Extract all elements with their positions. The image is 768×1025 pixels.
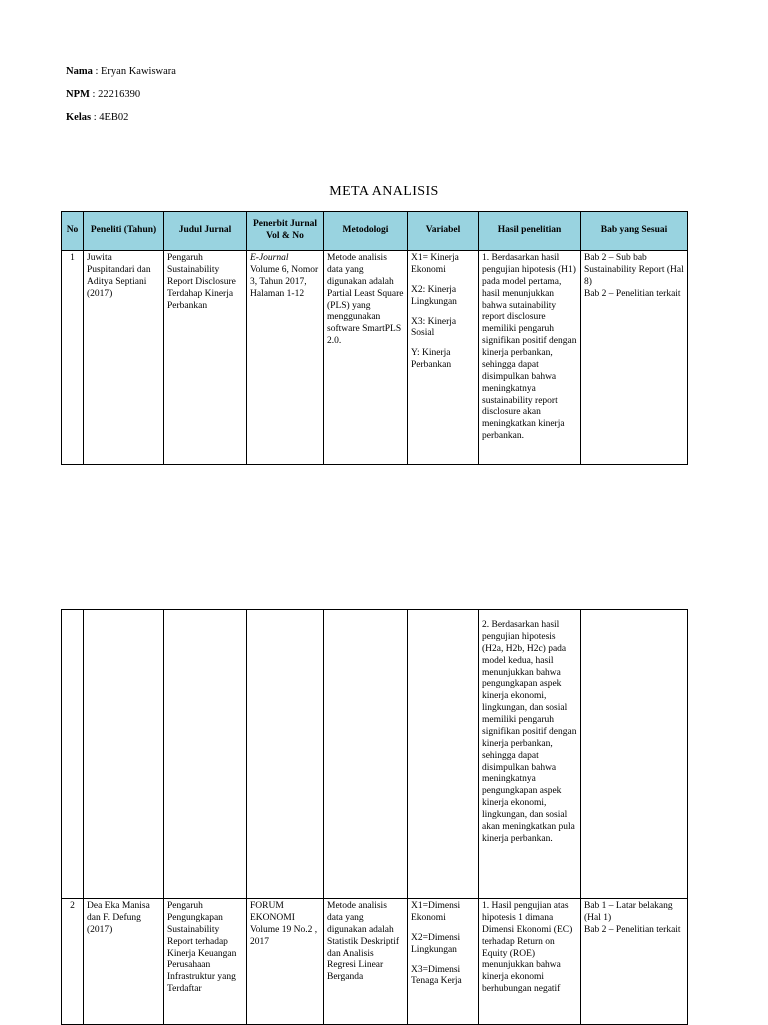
- row1-journal-name: E-Journal: [250, 253, 289, 263]
- table-row: [62, 610, 688, 899]
- row1-hasil: 1. Berdasarkan hasil pengujian hipotesis (H1) pada model pertama, hasil menunjukkan bahwa sutainability report disclosure memiliki pengaruh signifikan positif dengan kinerja perbankan, sehingga dapat disimpulkan bahwa meningkatnya sustainability report disclosure akan meningkatkan kinerja perbankan.: [479, 251, 581, 465]
- variabel-item: X1=Dimensi Ekonomi: [411, 901, 461, 923]
- table-row: [62, 251, 688, 465]
- header-penerbit: Penerbit Jurnal Vol & No: [247, 212, 324, 251]
- cont-peneliti: [84, 610, 164, 899]
- table-header-row: [62, 212, 688, 251]
- npm-line: [66, 90, 140, 101]
- header-metodologi: Metodologi: [324, 212, 408, 251]
- cont-no: [62, 610, 84, 899]
- row2-metodologi: Metode analisis data yang digunakan adalah Statistik Deskriptif dan Analisis Regresi Linear Berganda: [324, 899, 408, 1025]
- bab-item: Bab 2 – Penelitian terkait: [584, 924, 681, 935]
- cont-hasil-text: 2. Berdasarkan hasil pengujian hipotesis (H2a, H2b, H2c) pada model kedua, hasil menunjukkan bahwa pengungkapan aspek kinerja ekonomi, lingkungan, dan sosial memiliki pengaruh signifikan positif dengan kinerja perbankan, sehingga dapat disimpulkan bahwa meningkatnya pengungkapan aspek kinerja ekonomi, lingkungan, dan sosial akan meningkatkan pula kinerja perbankan.: [482, 620, 577, 844]
- meta-analysis-table: [61, 211, 688, 465]
- row1-variabel: [408, 251, 479, 465]
- cont-judul: [164, 610, 247, 899]
- meta-analysis-table-continued: [61, 609, 688, 1025]
- kelas-line: [66, 113, 128, 124]
- row2-peneliti: Dea Eka Manisa dan F. Defung (2017): [84, 899, 164, 1025]
- header-judul: Judul Jurnal: [164, 212, 247, 251]
- nama-label: Nama: [66, 66, 93, 77]
- row1-no: 1: [62, 251, 84, 465]
- npm-label: NPM: [66, 89, 90, 100]
- cont-penerbit: [247, 610, 324, 899]
- row2-no: 2: [62, 899, 84, 1025]
- nama-line: [66, 67, 176, 78]
- nama-value: : Eryan Kawiswara: [95, 66, 176, 77]
- row2-penerbit: FORUM EKONOMI Volume 19 No.2 , 2017: [247, 899, 324, 1025]
- table-row: [62, 899, 688, 1025]
- header-no: No: [62, 212, 84, 251]
- header-bab: Bab yang Sesuai: [581, 212, 688, 251]
- bab-item: Bab 1 – Latar belakang (Hal 1): [584, 901, 673, 923]
- row1-peneliti: Juwita Puspitandari dan Aditya Septiani (2017): [84, 251, 164, 465]
- cont-bab: [581, 610, 688, 899]
- header-hasil: Hasil penelitian: [479, 212, 581, 251]
- row2-judul: Pengaruh Pengungkapan Sustainability Report terhadap Kinerja Keuangan Perusahaan Infrastruktur yang Terdaftar: [164, 899, 247, 1025]
- row1-metodologi: Metode analisis data yang digunakan adalah Partial Least Square (PLS) yang menggunakan software SmartPLS 2.0.: [324, 251, 408, 465]
- npm-value: : 22216390: [92, 89, 141, 100]
- row1-penerbit: [247, 251, 324, 465]
- page-title: META ANALISIS: [329, 184, 439, 199]
- variabel-item: X3=Dimensi Tenaga Kerja: [411, 964, 462, 987]
- variabel-item: X2=Dimensi Lingkungan: [411, 932, 461, 955]
- header-peneliti: Peneliti (Tahun): [84, 212, 164, 251]
- variabel-item: X1= Kinerja Ekonomi: [411, 253, 459, 275]
- cont-hasil: [479, 610, 581, 899]
- kelas-value: : 4EB02: [93, 112, 129, 123]
- variabel-item: Y: Kinerja Perbankan: [411, 348, 452, 371]
- variabel-item: X2: Kinerja Lingkungan: [411, 284, 457, 307]
- row1-penerbit-detail: Volume 6, Nomor 3, Tahun 2017, Halaman 1-12: [250, 264, 319, 299]
- variabel-item: X3: Kinerja Sosial: [411, 316, 457, 339]
- row1-bab: [581, 251, 688, 465]
- row2-hasil: 1. Hasil pengujian atas hipotesis 1 dimana Dimensi Ekonomi (EC) terhadap Return on Equity (ROE) menunjukkan bahwa kinerja ekonomi berhubungan negatif: [479, 899, 581, 1025]
- row1-judul: Pengaruh Sustainability Report Disclosure Terdahap Kinerja Perbankan: [164, 251, 247, 465]
- row2-variabel: [408, 899, 479, 1025]
- row2-bab: [581, 899, 688, 1025]
- bab-item: Bab 2 – Penelitian terkait: [584, 288, 681, 299]
- cont-metodologi: [324, 610, 408, 899]
- bab-item: Bab 2 – Sub bab Sustainability Report (Hal 8): [584, 253, 684, 287]
- cont-variabel: [408, 610, 479, 899]
- header-variabel: Variabel: [408, 212, 479, 251]
- kelas-label: Kelas: [66, 112, 92, 123]
